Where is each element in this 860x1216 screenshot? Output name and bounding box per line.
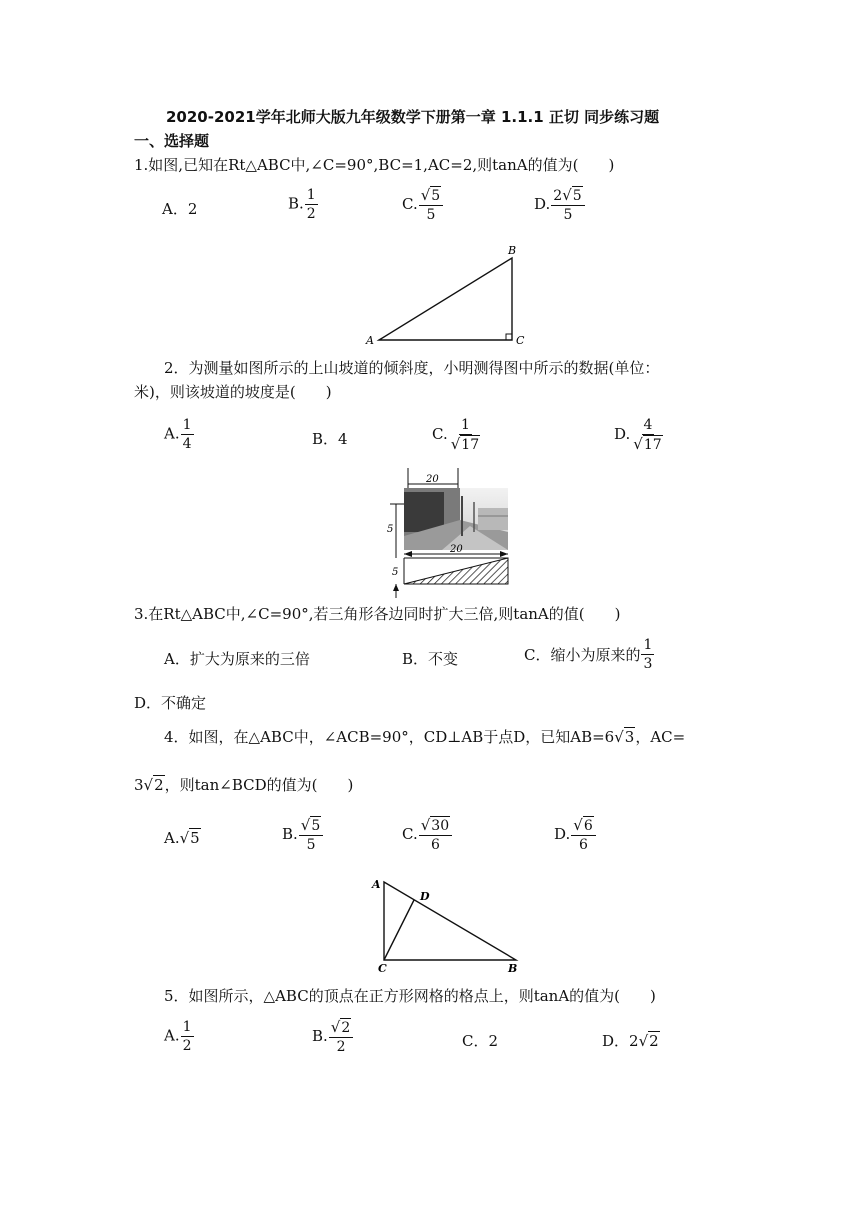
q5-option-d: D．2√2 (602, 1032, 659, 1050)
q1-option-a: A．2 (162, 200, 198, 218)
q1-label-a: A (366, 334, 374, 347)
question-5-stem: 5．如图所示，△ABC的顶点在正方形网格的格点上，则tanA的值为( ) (164, 987, 656, 1005)
q2-dim-bottom-left: 5 (392, 567, 399, 578)
q1-option-b: B. $\frac{1}{2}$ (288, 187, 316, 222)
question-4-stem-line2: 3√2，则tan∠BCD的值为( ) (134, 776, 354, 794)
question-4-stem-line1: 4．如图，在△ABC中，∠ACB=90°，CD⊥AB于点D，已知AB=6√3，AC= (164, 728, 686, 746)
q4-option-d: D. $\frac{√6}{6}$ (554, 816, 596, 854)
q1-option-c: C. $\frac{√5}{5}$ (402, 186, 443, 224)
question-2-stem-line1: 2．为测量如图所示的上山坡道的倾斜度，小明测得图中所示的数据(单位： (164, 359, 660, 377)
q3-option-c: C．缩小为原来的 $\frac{1}{3}$ (524, 637, 653, 672)
question-3-stem: 3.在Rt△ABC中,∠C=90°,若三角形各边同时扩大三倍,则tanA的值( ) (134, 605, 621, 623)
q2-dim-mid: 20 (450, 544, 463, 555)
q4-label-d: D (420, 890, 430, 903)
question-2-stem-line2: 米)，则该坡道的坡度是( ) (134, 383, 332, 401)
q4-label-b: B (508, 962, 518, 975)
q2-dim-top: 20 (426, 474, 439, 485)
q2-option-c: C. $\frac{1}{√17}$ (432, 417, 480, 453)
q4-option-b: B. $\frac{√5}{5}$ (282, 816, 323, 854)
q2-option-a: A. $\frac{1}{4}$ (164, 417, 192, 452)
q4-triangle-figure (366, 872, 526, 976)
q3-option-a: A．扩大为原来的三倍 (164, 650, 310, 668)
q1-triangle-figure (360, 240, 540, 348)
q5-option-a: A. $\frac{1}{2}$ (164, 1019, 192, 1054)
question-1-stem: 1.如图,已知在Rt△ABC中,∠C=90°,BC=1,AC=2,则tanA的值为( ) (134, 156, 615, 174)
q2-option-d: D. $\frac{4}{√17}$ (614, 417, 662, 453)
q1-option-d: D. $\frac{2√5}{5}$ (534, 186, 585, 224)
q1-label-c: C (516, 334, 525, 347)
q3-option-b: B．不变 (402, 650, 459, 668)
section-heading: 一、选择题 (134, 132, 210, 150)
page-title: 2020-2021学年北师大版九年级数学下册第一章 1.1.1 正切 同步练习题 (166, 108, 660, 126)
q4-option-c: C. $\frac{√30}{6}$ (402, 816, 452, 854)
q4-option-a: A.√5 (164, 829, 200, 847)
q4-label-a: A (372, 878, 381, 891)
q2-dim-left: 5 (387, 524, 394, 535)
q5-option-c: C．2 (462, 1032, 499, 1050)
q2-photo (404, 488, 508, 550)
q2-option-b: B．4 (312, 430, 348, 448)
q4-label-c: C (378, 962, 387, 975)
q5-option-b: B. $\frac{√2}{2}$ (312, 1018, 353, 1056)
q2-slope-figure (382, 466, 512, 600)
q1-label-b: B (508, 244, 517, 257)
q3-option-d: D．不确定 (134, 694, 207, 712)
